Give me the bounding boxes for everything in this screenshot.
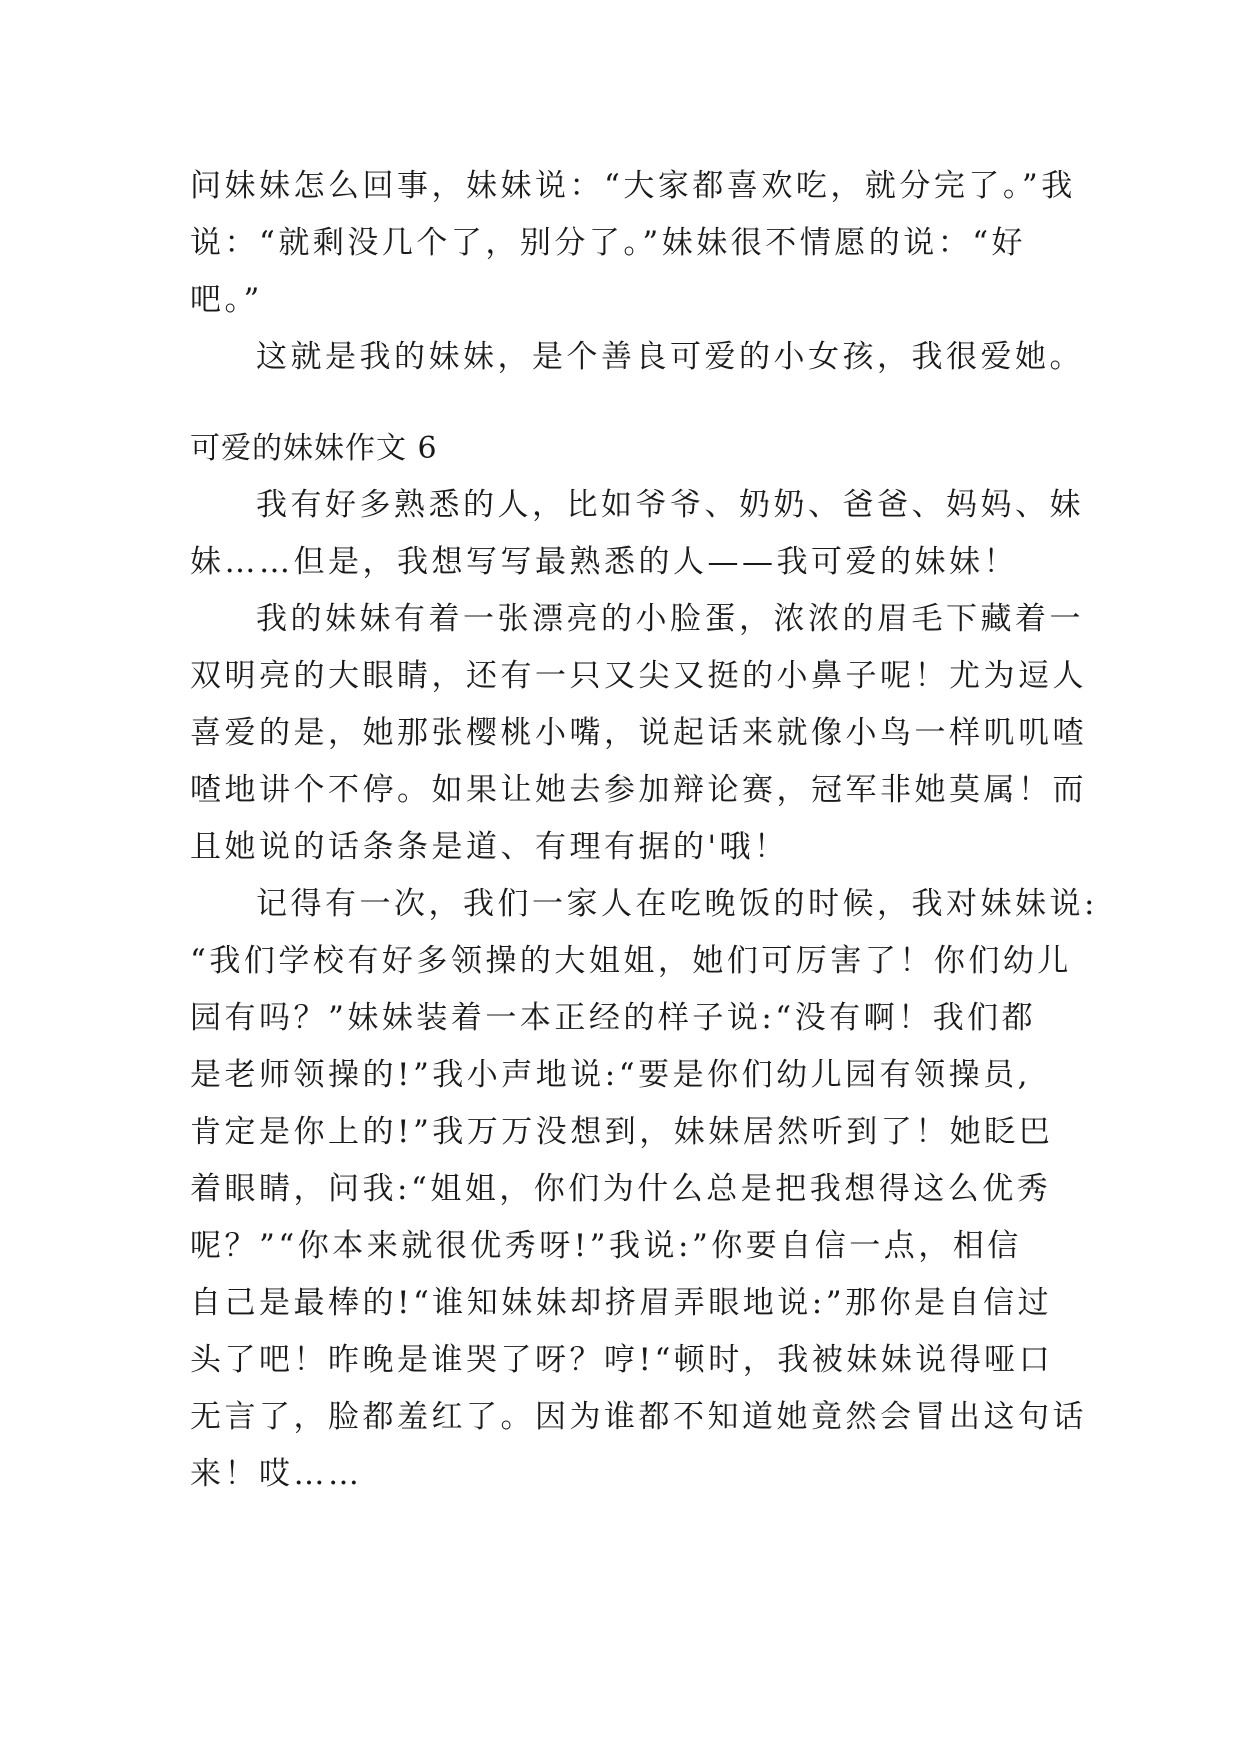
- text-line: 妹……但是，我想写写最熟悉的人——我可爱的妹妹！: [190, 544, 1018, 580]
- text-line: 园有吗？”妹妹装着一本正经的样子说:“没有啊！我们都: [190, 1000, 1037, 1036]
- paragraph-1: [190, 477, 1084, 591]
- text-line: 无言了，脸都羞红了。因为谁都不知道她竟然会冒出这句话: [190, 1399, 1087, 1435]
- text-line: 肯定是你上的!”我万万没想到，妹妹居然听到了！她眨巴: [190, 1114, 1054, 1150]
- text-line: 双明亮的大眼睛，还有一只又尖又挺的小鼻子呢！尤为逗人: [190, 658, 1087, 694]
- text-line: “我们学校有好多领操的大姐姐，她们可厉害了！你们幼儿: [190, 943, 1072, 979]
- text-line: 头了吧！昨晚是谁哭了呀？哼!“顿时，我被妹妹说得哑口: [190, 1342, 1054, 1378]
- text-line: 来！哎……: [190, 1456, 363, 1492]
- essay-6: [190, 420, 1098, 1503]
- text-line: 我的妹妹有着一张漂亮的小脸蛋，浓浓的眉毛下藏着一: [256, 601, 1084, 637]
- previous-essay-ending: [190, 158, 1084, 386]
- text-line: 是老师领操的!”我小声地说:“要是你们幼儿园有领操员,: [190, 1057, 1031, 1093]
- text-line: 着眼睛，问我:“姐姐，你们为什么总是把我想得这么优秀: [190, 1171, 1052, 1207]
- text-line: 问妹妹怎么回事，妹妹说：“大家都喜欢吃，就分完了。”我: [190, 168, 1076, 204]
- text-line: 我有好多熟悉的人，比如爷爷、奶奶、爸爸、妈妈、妹: [256, 487, 1084, 523]
- text-line: 说：“就剩没几个了，别分了。”妹妹很不情愿的说：“好: [190, 225, 1027, 261]
- text-line: 且她说的话条条是道、有理有据的'哦！: [190, 829, 789, 865]
- closing-paragraph: 这就是我的妹妹，是个善良可爱的小女孩，我很爱她。: [256, 339, 1084, 375]
- text-line: 喳地讲个不停。如果让她去参加辩论赛，冠军非她莫属！而: [190, 772, 1087, 808]
- paragraph-3: [190, 876, 1098, 1503]
- text-line: 自己是最棒的!“谁知妹妹却挤眉弄眼地说:”那你是自信过: [190, 1285, 1053, 1321]
- text-line: 吧。”: [190, 282, 263, 318]
- text-line: 记得有一次，我们一家人在吃晚饭的时候，我对妹妹说:: [256, 886, 1098, 922]
- text-line: 喜爱的是，她那张樱桃小嘴，说起话来就像小鸟一样叽叽喳: [190, 715, 1087, 751]
- text-line: 呢？”“你本来就很优秀呀!”我说:”你要自信一点，相信: [190, 1228, 1022, 1264]
- paragraph-2: [190, 591, 1087, 876]
- essay-title: 可爱的妹妹作文 6: [190, 431, 438, 466]
